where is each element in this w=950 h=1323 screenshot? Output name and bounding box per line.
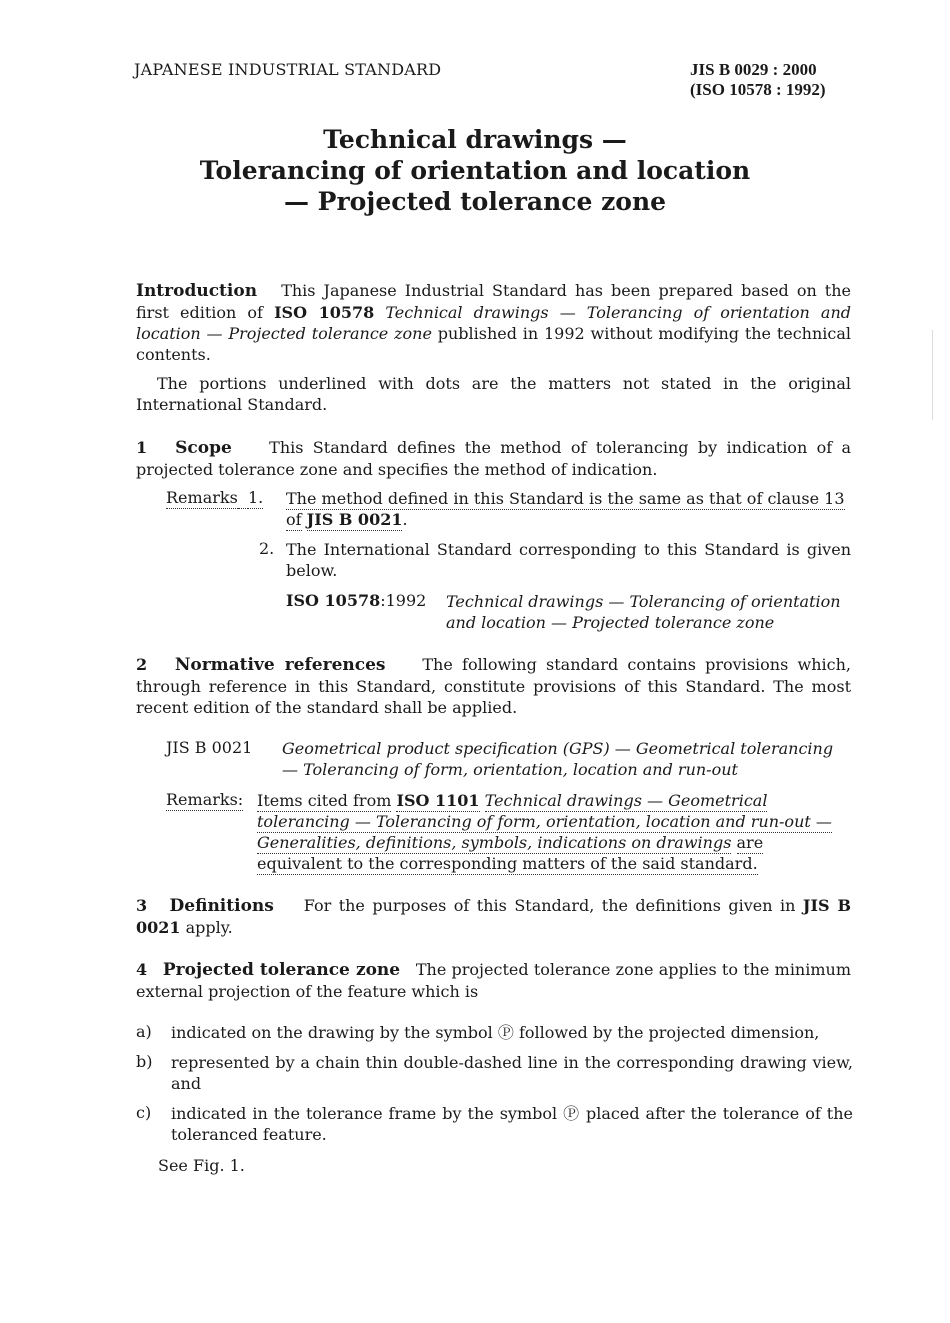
list-item-c: indicated in the tolerance frame by the symbol Ⓟ placed after the tolerance of the toleranced feature. xyxy=(171,1104,853,1144)
list-item-a-key: a) xyxy=(136,1022,152,1041)
title-line-1: Technical drawings — xyxy=(323,125,627,154)
definitions-ref: JIS B 0021 xyxy=(136,896,852,937)
intro-iso-title: Technical drawings — Tolerancing of orientation and location — Projected tolerance zone xyxy=(136,303,852,343)
intro-note: The portions underlined with dots are the matters not stated in the original International Standard. xyxy=(136,374,851,414)
projected-heading: Projected tolerance zone xyxy=(162,960,401,980)
projected-number: 4 xyxy=(136,960,148,979)
scope-remark-1-ref: JIS B 0021 xyxy=(306,510,403,529)
scope-remarks-label: Remarks 1. xyxy=(166,488,264,507)
document-code xyxy=(690,60,850,100)
standard-number: JIS B 0029 : 2000 xyxy=(690,60,817,79)
normative-text: The following standard contains provisions which, through reference in this Standard, constitute provisions of this Standard. The most recent edition of the standard shall be applied. xyxy=(136,655,851,717)
normative-heading: Normative references xyxy=(174,655,386,675)
intro-text-1: This Japanese Industrial Standard has been prepared based on the first edition of xyxy=(136,281,851,322)
intro-paragraph xyxy=(136,280,851,365)
scope-iso-title: Technical drawings — Tolerancing of orientation and location — Projected tolerance zone xyxy=(446,592,841,632)
list-item-b-key: b) xyxy=(136,1052,153,1071)
scope-remark-1-text: The method defined in this Standard is the same as that of clause 13 of xyxy=(286,489,845,529)
list-item-b: represented by a chain thin double-dashed line in the corresponding drawing view, and xyxy=(171,1053,853,1093)
normative-remark-text-1: Items cited from xyxy=(257,791,392,810)
scope-heading: Scope xyxy=(175,438,232,458)
iso-number: (ISO 10578 : 1992) xyxy=(690,80,826,99)
scope-remark-1-number: 1. xyxy=(247,488,264,507)
projected-section xyxy=(136,959,851,1002)
definitions-text-1: For the purposes of this Standard, the definitions given in xyxy=(303,896,796,915)
normative-remark-iso-title: Technical drawings — Geometrical tolerancing — Tolerancing of form, orientation, location and run-out — Generalities, definitions, symbols, indications on drawings xyxy=(257,791,832,852)
intro-iso-ref: ISO 10578 xyxy=(274,303,375,322)
list-item-a: indicated on the drawing by the symbol Ⓟ followed by the projected dimension, xyxy=(171,1023,820,1042)
intro-text-2: published in 1992 without modifying the technical contents. xyxy=(136,324,852,364)
projected-text: The projected tolerance zone applies to the minimum external projection of the feature which is xyxy=(136,960,852,1001)
scope-remark-2-number: 2. xyxy=(259,539,275,558)
normative-ref-title: Geometrical product specification (GPS) — Geometrical tolerancing — Tolerancing of form, orientation, location and run-out xyxy=(282,739,834,779)
definitions-section xyxy=(136,895,851,938)
projected-symbol-icon: Ⓟ xyxy=(497,1023,514,1042)
scope-remark-2-text: The International Standard corresponding to this Standard is given below. xyxy=(286,540,851,580)
list-item-c-key: c) xyxy=(136,1103,152,1122)
scope-iso-ref xyxy=(286,591,426,610)
title-line-2: Tolerancing of orientation and location xyxy=(199,156,751,185)
definitions-heading: Definitions xyxy=(169,896,274,916)
scope-iso-year: :1992 xyxy=(380,591,427,610)
normative-remark xyxy=(257,790,852,874)
page-title xyxy=(100,124,850,217)
scope-text: This Standard defines the method of tolerancing by indication of a projected tolerance zone and specifies the method of indication. xyxy=(136,438,852,479)
title-line-3: — Projected tolerance zone xyxy=(283,187,667,216)
figure-reference: See Fig. 1. xyxy=(158,1156,245,1175)
definitions-number: 3 xyxy=(136,896,148,915)
normative-remark-iso: ISO 1101 xyxy=(396,791,480,810)
scope-number: 1 xyxy=(136,438,148,457)
definitions-text-2: apply. xyxy=(185,918,233,937)
scope-remark-1: The method defined in this Standard is the same as that of clause 13 of JIS B 0021. xyxy=(286,489,845,529)
normative-remarks-label: Remarks: xyxy=(166,790,244,809)
scan-edge-mark xyxy=(932,330,933,420)
normative-ref-code: JIS B 0021 xyxy=(166,738,253,757)
document-org: JAPANESE INDUSTRIAL STANDARD xyxy=(134,60,442,79)
normative-section xyxy=(136,654,851,718)
projected-symbol-icon: Ⓟ xyxy=(563,1104,580,1123)
intro-heading: Introduction xyxy=(136,281,258,301)
scope-iso-code: ISO 10578 xyxy=(286,591,381,610)
scope-section xyxy=(136,437,851,480)
normative-number: 2 xyxy=(136,655,148,674)
normative-remark-text-2: are equivalent to the corresponding matters of the said standard. xyxy=(257,833,764,873)
